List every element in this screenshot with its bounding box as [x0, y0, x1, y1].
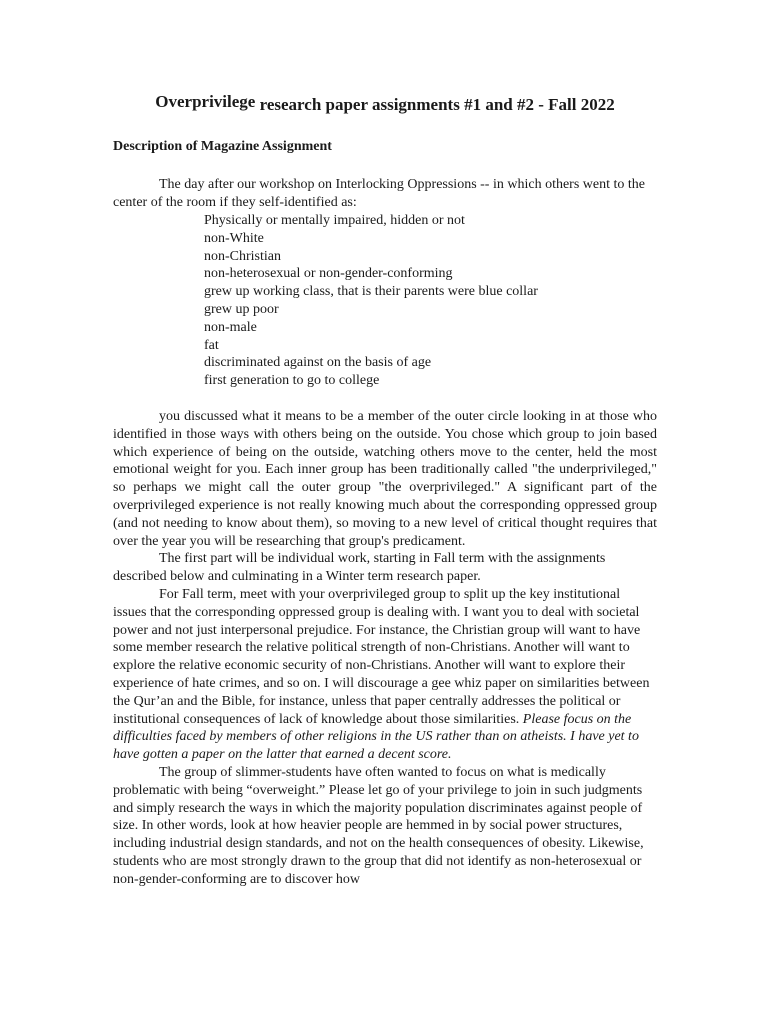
list-item: grew up working class, that is their parents were blue collar [204, 284, 538, 300]
list-item: non-Christian [204, 248, 281, 264]
title-lead: Overprivilege [155, 92, 256, 111]
paragraph-first-part: The first part will be individual work, starting in Fall term with the assignments described below and culminating in a Winter term research paper. [113, 551, 606, 585]
page-title [0, 92, 770, 115]
section-heading: Description of Magazine Assignment [113, 139, 332, 154]
identity-list [204, 212, 538, 390]
list-item: Physically or mentally impaired, hidden or not [204, 213, 465, 228]
list-item: fat [204, 337, 219, 353]
list-item: non-White [204, 230, 264, 246]
paragraph-size-group: The group of slimmer-students have often wanted to focus on what is medically problematic with being “overweight.” Please let go of your privilege to join in such judgments and simply research the ways in which the majority population discriminates against people of size. In other words, look at how heavier people are hemmed in by social power structures, including industrial design standards, and not on the health consequences of obesity. Likewise, students who are most strongly drawn to the group that did not identify as non-heterosexual or non-gender-conforming are to discover how [113, 764, 644, 887]
body-text [113, 408, 657, 889]
paragraph-discussion: you discussed what it means to be a member of the outer circle looking in at those who identified in those ways with others being on the outside. You chose which group to join based which experience of being on the outside, watching others move to the center, held the most emotional weight for you. Each inner group has been traditionally called "the underprivileged," so perhaps we might call the outer group "the overprivileged." A significant part of the overprivileged experience is not really knowing much about the corresponding oppressed group (and not needing to know about them), so moving to a new level of critical thought requires that over the year you will be researching that group's predicament. [113, 409, 657, 549]
list-item: non-male [204, 319, 257, 335]
list-item: first generation to go to college [204, 373, 380, 389]
list-item: discriminated against on the basis of age [204, 355, 432, 371]
list-item: grew up poor [204, 301, 279, 317]
fall-term-italic-note: Please focus on the difficulties faced by members of other religions in the US rather than on atheists. I have yet to have gotten a paper on the latter that earned a decent score. [113, 711, 639, 763]
paragraph-fall-term [113, 586, 657, 764]
fall-term-text: For Fall term, meet with your overprivileged group to split up the key institutional issues that the corresponding oppressed group is dealing with. I want you to deal with societal power and not just interpersonal prejudice. For instance, the Christian group will want to have some member research the relative political strength of non-Christians. Another will want to explore the relative economic security of non-Christians. Another will want to explore their experience of hate crimes, and so on. I will discourage a gee whiz paper on similarities between the Qur’an and the Bible, for instance, unless that paper centrally addresses the political or institutional consequences of lack of knowledge about those similarities. [113, 586, 650, 727]
list-item: non-heterosexual or non-gender-conforming [204, 266, 453, 282]
title-rest: research paper assignments #1 and #2 - Fall 2022 [255, 95, 615, 114]
intro-paragraph: The day after our workshop on Interlocking Oppressions -- in which others went to the center of the room if they self-identified as: [113, 177, 645, 210]
